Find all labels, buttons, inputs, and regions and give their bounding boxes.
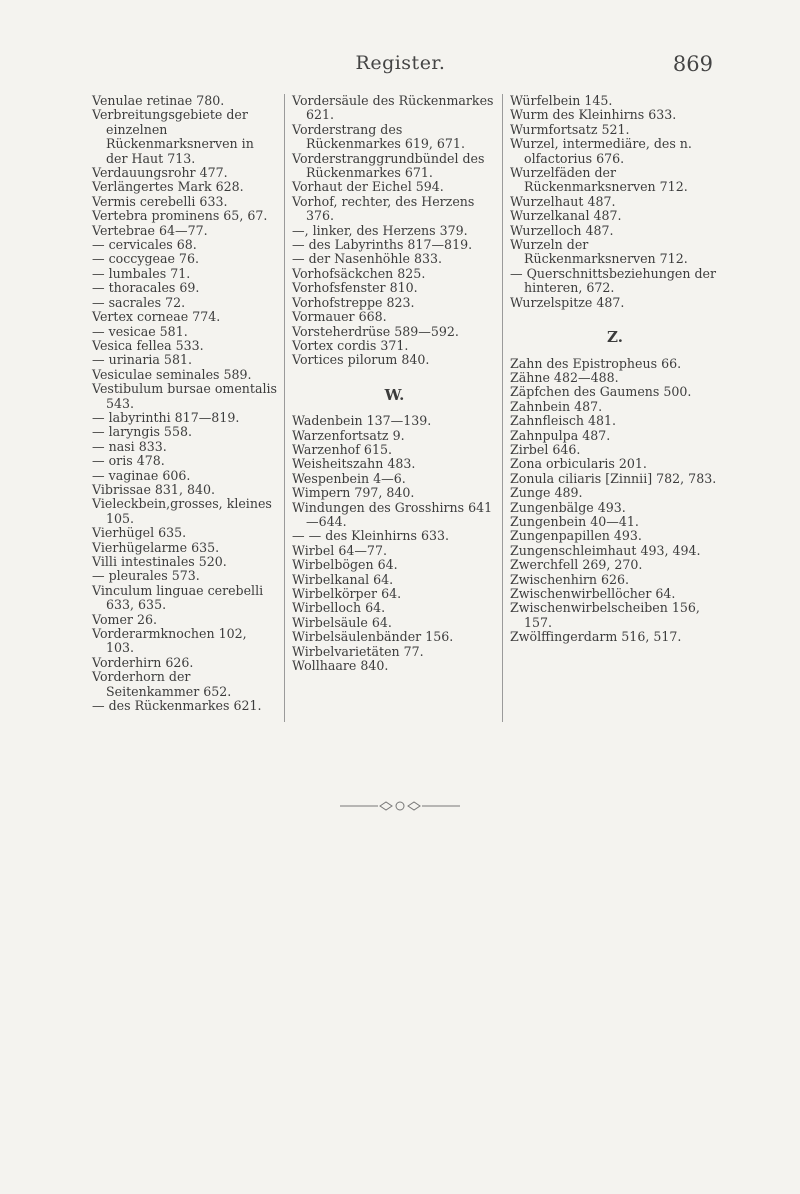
index-entry: — sacrales 72.	[92, 294, 186, 310]
index-entry: Zahnbein 487.	[510, 398, 603, 414]
index-entry: — coccygeae 76.	[92, 251, 199, 267]
index-entry: — urinaria 581.	[92, 352, 192, 368]
index-entry: — des Rückenmarkes 621.	[92, 698, 262, 714]
index-entry: Vorderhirn 626.	[92, 654, 194, 670]
index-entry: Vorderhorn der Seitenkammer 652.	[92, 669, 232, 699]
index-entry: Wirbelsäulenbänder 156.	[292, 629, 454, 645]
entry-list	[510, 94, 720, 310]
index-entry: Zahnfleisch 481.	[510, 413, 617, 429]
index-entry: Wirbel 64—77.	[292, 542, 387, 558]
index-entry: — cervicales 68.	[92, 237, 197, 253]
index-entry: Wurzelfäden der Rückenmarksnerven 712.	[510, 165, 688, 195]
index-entry: Vibrissae 831, 840.	[92, 481, 215, 497]
index-entry: Vordersäule des Rückenmarkes 621.	[292, 93, 494, 123]
index-entry: — vesicae 581.	[92, 323, 188, 339]
index-column-2	[292, 94, 497, 673]
index-entry: Windungen des Grosshirns 641—644.	[292, 499, 493, 529]
index-entry: Vieleckbein,grosses, kleines 105.	[92, 496, 272, 526]
index-entry: Vortex cordis 371.	[292, 337, 409, 353]
index-entry: Vinculum linguae cerebelli 633, 635.	[92, 582, 264, 613]
index-column-1	[92, 94, 277, 713]
index-entry: Vorderarmknochen 102, 103.	[92, 626, 247, 656]
index-entry: — — des Kleinhirns 633.	[292, 528, 449, 544]
index-entry: — des Labyrinths 817—819.	[292, 237, 473, 253]
page-header	[88, 52, 713, 82]
index-entry: Wurm des Kleinhirns 633.	[510, 107, 677, 123]
index-entry: Zahn des Epistropheus 66.	[510, 355, 682, 371]
index-entry: Warzenfortsatz 9.	[292, 427, 405, 443]
index-entry: — nasi 833.	[92, 438, 167, 454]
index-entry: — thoracales 69.	[92, 280, 200, 296]
section-letter-z: Z.	[607, 328, 623, 347]
index-entry: Wirbelloch 64.	[292, 600, 386, 616]
index-entry: Vertex corneae 774.	[92, 309, 221, 325]
index-entry: Vortices pilorum 840.	[292, 352, 430, 368]
index-entry: Vorderstrang des Rückenmarkes 619, 671.	[292, 121, 465, 152]
index-entry: Zäpfchen des Gaumens 500.	[510, 384, 692, 400]
index-entry: Verbreitungsgebiete der einzelnen Rückenmarksnerven in der Haut 713.	[92, 107, 254, 166]
index-entry: Vorhaut der Eichel 594.	[292, 179, 444, 195]
entry-list	[292, 94, 497, 368]
index-entry: Zungenbälge 493.	[510, 499, 626, 515]
index-entry: Wurzelhaut 487.	[510, 193, 616, 209]
index-entry: —, linker, des Herzens 379.	[292, 222, 468, 238]
index-entry: Wimpern 797, 840.	[292, 485, 415, 501]
index-entry: Zwölffingerdarm 516, 517.	[510, 629, 682, 645]
index-entry: Wirbelkörper 64.	[292, 586, 402, 601]
index-entry: — Querschnittsbeziehungen der hinteren, 672.	[510, 265, 716, 296]
index-entry: Wirbelsäule 64.	[292, 614, 392, 630]
page-number: 869	[672, 52, 713, 76]
index-entry: Vorderstranggrundbündel des Rückenmarkes 671.	[292, 150, 485, 181]
index-entry: — der Nasenhöhle 833.	[292, 251, 443, 267]
index-entry: Vorsteherdrüse 589—592.	[292, 323, 459, 339]
index-entry: Zahnpulpa 487.	[510, 427, 611, 443]
index-entry: Wurzel, intermediäre, des n. olfactorius 676.	[510, 136, 692, 166]
index-entry: Wurzelloch 487.	[510, 222, 614, 238]
index-entry: Wirbelbögen 64.	[292, 557, 398, 573]
index-entry: Zwischenwirbellöcher 64.	[510, 586, 676, 601]
index-entry: Zähne 482—488.	[510, 369, 619, 385]
index-entry: Zirbel 646.	[510, 441, 581, 457]
index-entry: Vomer 26.	[92, 611, 157, 627]
index-entry: Vesica fellea 533.	[92, 337, 204, 353]
index-entry: — vaginae 606.	[92, 467, 191, 483]
index-entry: Vierhügelarme 635.	[92, 539, 220, 555]
index-entry: — pleurales 573.	[92, 568, 200, 584]
index-entry: Würfelbein 145.	[510, 93, 613, 108]
entry-list-z	[510, 357, 720, 645]
running-title: Register.	[355, 52, 446, 74]
index-entry: Wurzeln der Rückenmarksnerven 712.	[510, 237, 688, 267]
index-entry: Vesiculae seminales 589.	[92, 366, 252, 382]
column-divider	[284, 94, 285, 722]
section-letter-w: W.	[384, 385, 405, 404]
end-ornament	[340, 800, 460, 812]
entry-list	[92, 94, 277, 713]
column-divider	[502, 94, 503, 722]
index-entry: Villi intestinales 520.	[92, 554, 227, 569]
index-entry: Vierhügel 635.	[92, 525, 187, 541]
index-entry: Wespenbein 4—6.	[292, 470, 406, 486]
index-entry: Zungenpapillen 493.	[510, 528, 642, 544]
index-entry: Wurzelspitze 487.	[510, 294, 625, 310]
index-entry: Zungenbein 40—41.	[510, 513, 639, 529]
index-entry: Wurmfortsatz 521.	[510, 121, 630, 137]
index-entry: Vorhofstreppe 823.	[292, 294, 415, 310]
index-entry: Vermis cerebelli 633.	[92, 193, 228, 209]
index-entry: Wurzelkanal 487.	[510, 208, 622, 224]
index-entry: Wirbelkanal 64.	[292, 571, 394, 587]
index-entry: Weisheitszahn 483.	[292, 456, 416, 472]
index-entry: Vorhofsfenster 810.	[292, 280, 418, 296]
index-entry: Verdauungsrohr 477.	[92, 165, 228, 181]
index-entry: Venulae retinae 780.	[92, 93, 225, 108]
index-entry: Zona orbicularis 201.	[510, 456, 647, 472]
index-entry: Zwischenhirn 626.	[510, 571, 630, 587]
index-entry: Vestibulum bursae omentalis 543.	[92, 381, 277, 411]
index-entry: Vertebrae 64—77.	[92, 222, 208, 238]
index-entry: Vormauer 668.	[292, 309, 387, 325]
index-entry: Vertebra prominens 65, 67.	[92, 208, 268, 224]
index-entry: Verlängertes Mark 628.	[92, 179, 244, 195]
index-entry: Wollhaare 840.	[292, 658, 389, 674]
index-entry: — lumbales 71.	[92, 265, 191, 281]
index-entry: Vorhofsäckchen 825.	[292, 265, 426, 281]
index-entry: Wirbelvarietäten 77.	[292, 643, 424, 659]
index-entry: Vorhof, rechter, des Herzens 376.	[292, 193, 475, 224]
index-entry: — labyrinthi 817—819.	[92, 409, 240, 425]
index-entry: Zwischenwirbelscheiben 156, 157.	[510, 600, 700, 630]
index-entry: Zungenschleimhaut 493, 494.	[510, 542, 701, 558]
index-entry: Warzenhof 615.	[292, 441, 392, 457]
entry-list-w	[292, 414, 497, 673]
index-entry: — oris 478.	[92, 453, 165, 469]
index-entry: — laryngis 558.	[92, 424, 192, 440]
index-entry: Zonula ciliaris [Zinnii] 782, 783.	[510, 470, 717, 486]
index-column-3	[510, 94, 720, 645]
index-entry: Zunge 489.	[510, 485, 583, 501]
index-entry: Zwerchfell 269, 270.	[510, 557, 643, 573]
index-entry: Wadenbein 137—139.	[292, 413, 432, 429]
